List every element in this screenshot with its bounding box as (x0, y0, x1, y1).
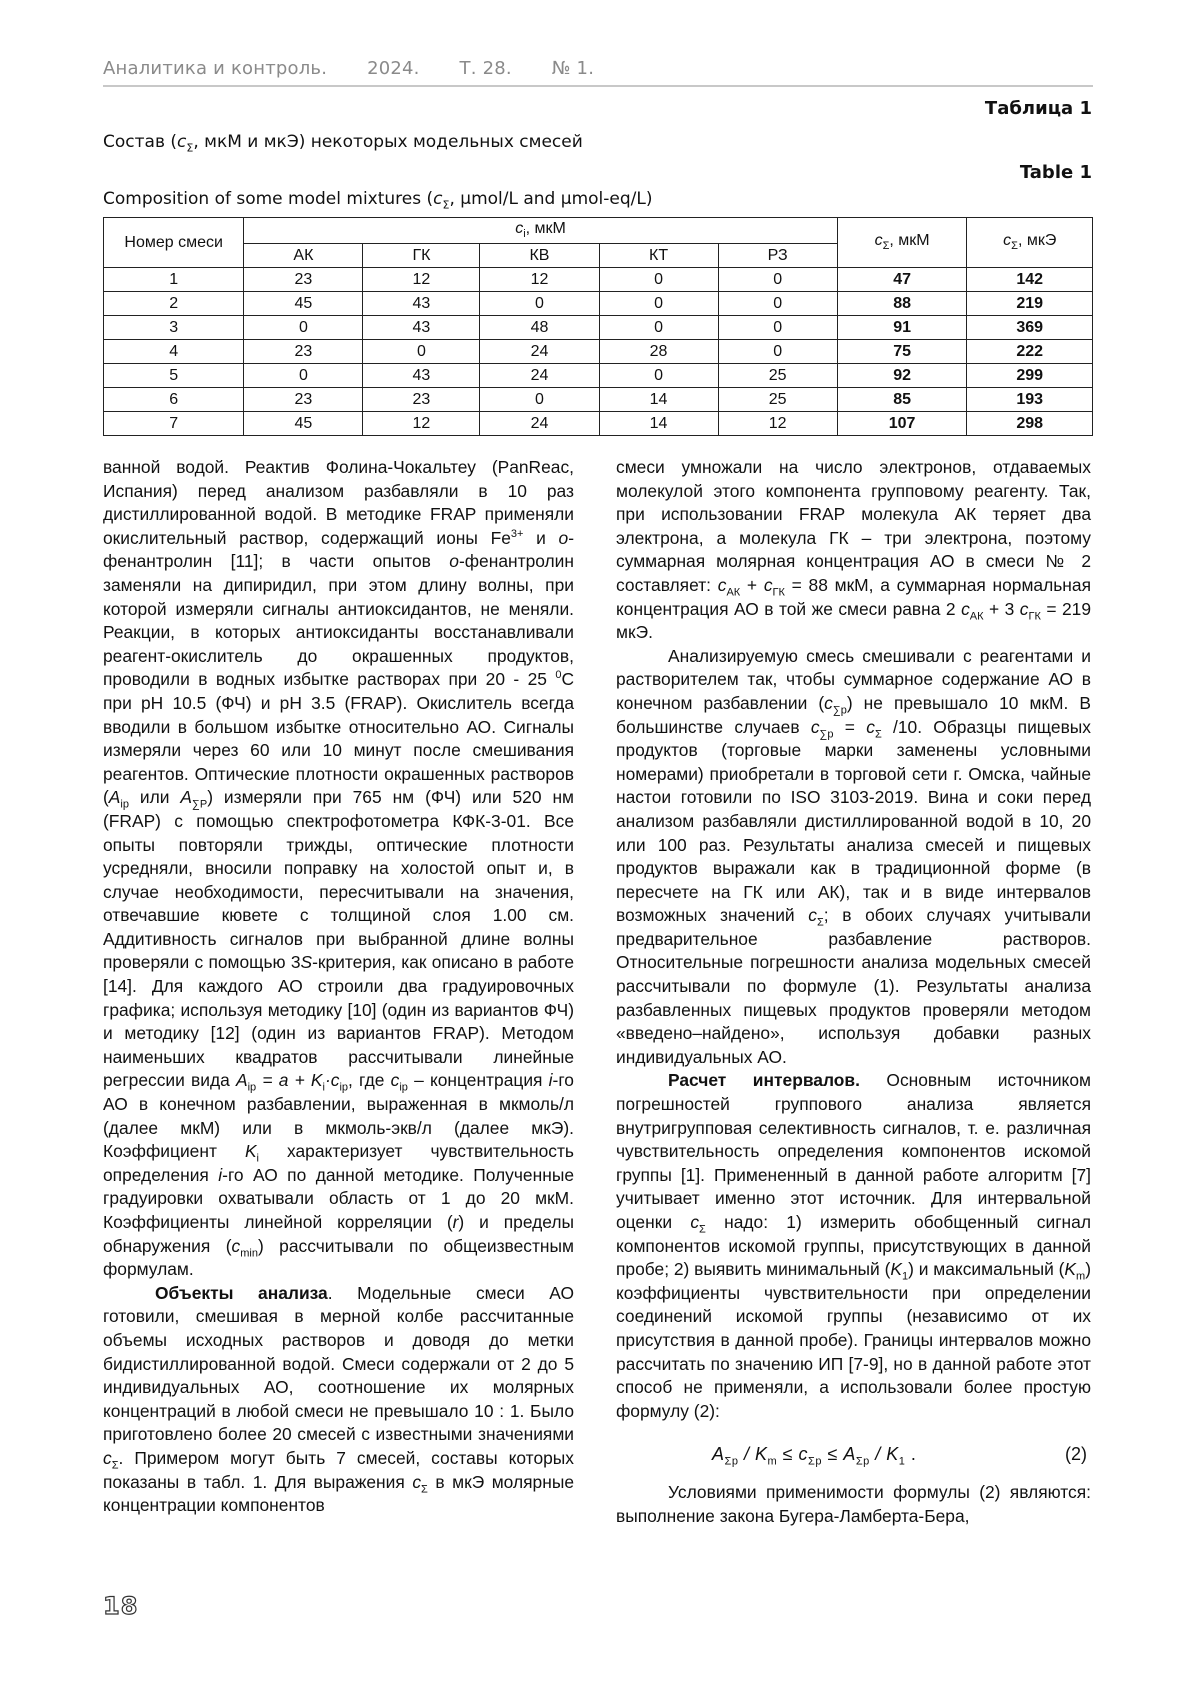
table-label-ru: Таблица 1 (984, 98, 1092, 119)
sum-cell: 142 (967, 268, 1093, 292)
header-rule (103, 85, 1093, 87)
table-caption-ru: Состав ($c_\Sigma$, мкМ и мкЭ) некоторых модельных смесей (103, 132, 583, 155)
mix-number-cell: 6 (104, 388, 244, 412)
component-cell: 12 (718, 412, 837, 436)
mix-number-cell: 5 (104, 364, 244, 388)
component-cell: 0 (718, 268, 837, 292)
component-cell: 0 (599, 292, 718, 316)
mix-number-cell: 4 (104, 340, 244, 364)
formula-2 (616, 1433, 1091, 1477)
component-cell: 24 (480, 412, 599, 436)
component-cell: 0 (244, 364, 363, 388)
table-row (104, 340, 1093, 364)
sum-cell: 47 (837, 268, 967, 292)
table-label-en: Table 1 (1019, 162, 1092, 183)
component-cell: 23 (363, 388, 480, 412)
composition-table (103, 217, 1093, 436)
sum-cell: 193 (967, 388, 1093, 412)
component-cell: 0 (718, 292, 837, 316)
paragraph: ванной водой. Реактив Фолина-Чокальтеу (PanReac, Испания) перед анализом разбавляли в 10 раз дистиллированной водой. В методике FRAP применяли окислительный раствор, содержащий ионы $Fe^{3+}$ и о-фенантролин [11]; в части опытов о-фенантролин заменяли на дипиридил, при этом длину волны, при которой измеряли сигналы антиоксидантов, не меняли. Реакции, в которых антиоксиданты восстанавливали реагент-окислитель до окрашенных продуктов, проводили в водных избытке растворах при 20 - 25 $^0$С при pH 10.5 (ФЧ) и pH 3.5 (FRAP). Окислитель всегда вводили в большом избытке относительно АО. Сигналы измеряли через 60 или 10 минут после смешивания реагентов. Оптические плотности окрашенных растворов ($A_{ip}$ или $A_{\sum P}$) измеряли при 765 нм (ФЧ) или 520 нм (FRAP) с помощью спектрофотометра КФК-3-01. Все опыты повторяли трижды, оптические плотности усредняли, вносили поправку на холостой опыт и, в случае необходимости, пересчитывали на значения, отвечавшие кювете с толщиной слоя 1.00 см. Аддитивность сигналов при выбранной длине волны проверяли с помощью 3S-критерия, как описано в работе [14]. Для каждого АО строили два градуировочных графика; используя методику [10] (один из вариантов ФЧ) и методику [12] (один из вариантов FRAP). Методом наименьших квадратов рассчитывали линейные регрессии вида $A_{ip} = a + K_i\cdot c_{ip}$, где $c_{ip}$ – концентрация i-го АО в конечном разбавлении, выраженная в мкмоль/л (далее мкМ) или в мкмоль-экв/л (далее мкЭ). Коэффициент $K_i$ характеризует чувствительность определения i-го АО по данной методике. Полученные градуировки охватывали область от 1 до 20 мкМ. Коэффициенты линейной корреляции (r) и пределы обнаружения $(c_{min})$ рассчитывали по общеизвестным формулам. (103, 457, 574, 1280)
left-column (103, 456, 574, 1518)
table-row (104, 316, 1093, 340)
page-number: 18 (103, 1592, 139, 1620)
formula-number: (2) (1065, 1444, 1087, 1465)
mix-number-cell: 3 (104, 316, 244, 340)
paragraph: Расчет интервалов. Основным источником погрешностей группового анализа является внутригрупповая селективность сигналов, т. е. различная чувствительность определения компонентов искомой группы [1]. Примененный в данной работе алгоритм [7] учитывает именно этот источник. Для интервальной оценки $с_\Sigma$ надо: 1) измерить обобщенный сигнал компонентов искомой группы, присутствующих в данной пробе; 2) выявить минимальный $(K_1)$ и максимальный $(K_m)$ коэффициенты чувствительности при определении соединений искомой группы (независимо от их присутствия в данной пробе). Границы интервалов можно рассчитать по значению ИП [7-9], но в данной работе этот способ не применяли, а использовали более простую формулу (2): (616, 1070, 1091, 1421)
journal-name: Аналитика и контроль. (103, 58, 328, 79)
table-row (104, 412, 1093, 436)
component-cell: 25 (718, 364, 837, 388)
component-cell: 12 (363, 268, 480, 292)
paragraph: Анализируемую смесь смешивали с реагентами и растворителем так, чтобы суммарное содержание АО в конечном разбавлении $(с_{\sum р})$ не превышало 10 мкМ. В большинстве случаев $с_{\sum р} = с_\Sigma$ /10. Образцы пищевых продуктов (торговые марки заменены условными номерами) приобретали в торговой сети г. Омска, чайные настои готовили по ISO 3103-2019. Вина и соки перед анализом разбавляли дистиллированной водой в 10, 20 или 100 раз. Результаты анализа смесей и пищевых продуктов выражали как в традиционной форме (в пересчете на ГК или АК), так и в виде интервалов возможных значений $с_\Sigma$; в обоих случаях учитывали предварительное разбавление растворов. Относительные погрешности анализа модельных смесей рассчитывали по формуле (1). Результаты анализа разбавленных пищевых продуктов проверяли методом «введено–найдено», используя добавки разных индивидуальных АО. (616, 645, 1092, 1067)
sum-cell: 219 (967, 292, 1093, 316)
col-header-ci: $c_i$, мкМ (244, 218, 837, 244)
sum-cell: 91 (837, 316, 967, 340)
sum-cell: 92 (837, 364, 967, 388)
component-cell: 24 (480, 364, 599, 388)
sum-cell: 299 (967, 364, 1093, 388)
formula-expression: $A_{\Sigma р} / K_m \le c_{\Sigma р} \le A_{\Sigma р} / K_1$ . (712, 1444, 917, 1468)
component-cell: 12 (480, 268, 599, 292)
sum-cell: 85 (837, 388, 967, 412)
col-header-component: КВ (480, 244, 599, 268)
component-cell: 0 (718, 340, 837, 364)
mix-number-cell: 2 (104, 292, 244, 316)
paragraph: Условиями применимости формулы (2) являются: выполнение закона Бугера-Ламберта-Бера, (616, 1482, 1091, 1526)
component-cell: 45 (244, 292, 363, 316)
col-header-sum-ueq: $c_\Sigma$, мкЭ (967, 218, 1093, 268)
component-cell: 43 (363, 316, 480, 340)
running-head (103, 58, 1093, 79)
right-column (616, 456, 1091, 1529)
component-cell: 0 (480, 292, 599, 316)
section-heading: Расчет интервалов. (668, 1070, 860, 1091)
paragraph: Объекты анализа. Модельные смеси АО готовили, смешивая в мерной колбе рассчитанные объемы исходных растворов и доводя до метки бидистиллированной водой. Смеси содержали от 2 до 5 индивидуальных АО, соотношение их молярных концентраций в любой смеси не превышало 10 : 1. Было приготовлено более 20 смесей с известными значениями $c_\Sigma$. Примером могут быть 7 смесей, составы которых показаны в табл. 1. Для выражения $c_\Sigma$ в мкЭ молярные концентрации компонентов (103, 1282, 575, 1516)
sum-cell: 75 (837, 340, 967, 364)
component-cell: 12 (363, 412, 480, 436)
mix-number-cell: 7 (104, 412, 244, 436)
component-cell: 24 (480, 340, 599, 364)
component-cell: 43 (363, 364, 480, 388)
component-cell: 23 (244, 340, 363, 364)
section-heading: Объекты анализа (155, 1282, 328, 1303)
col-header-component: РЗ (718, 244, 837, 268)
component-cell: 48 (480, 316, 599, 340)
component-cell: 0 (599, 268, 718, 292)
component-cell: 0 (599, 364, 718, 388)
sum-cell: 222 (967, 340, 1093, 364)
col-header-mix: Номер смеси (104, 218, 244, 268)
table-row (104, 364, 1093, 388)
component-cell: 23 (244, 388, 363, 412)
sum-cell: 369 (967, 316, 1093, 340)
sum-cell: 298 (967, 412, 1093, 436)
component-cell: 0 (363, 340, 480, 364)
component-cell: 14 (599, 412, 718, 436)
table-row (104, 268, 1093, 292)
col-header-component: АК (244, 244, 363, 268)
table-row (104, 388, 1093, 412)
component-cell: 43 (363, 292, 480, 316)
col-header-component: ГК (363, 244, 480, 268)
paragraph: смеси умножали на число электронов, отдаваемых молекулой этого компонента групповому реагенту. Так, при использовании FRAP молекула АК теряет два электрона, а молекула ГК – три электрона, поэтому суммарная молярная концентрация АО в смеси № 2 составляет: $с_{АК} + с_{ГК} = 88$ мкМ, а суммарная нормальная концентрация АО в той же смеси равна 2 $с_{АК} + 3$ $с_{ГК} = 219$ мкЭ. (616, 457, 1091, 643)
component-cell: 0 (718, 316, 837, 340)
sum-cell: 107 (837, 412, 967, 436)
journal-issue: № 1. (551, 58, 595, 79)
component-cell: 0 (244, 316, 363, 340)
col-header-sum-um: $c_\Sigma$, мкМ (837, 218, 967, 268)
mix-number-cell: 1 (104, 268, 244, 292)
component-cell: 23 (244, 268, 363, 292)
component-cell: 14 (599, 388, 718, 412)
table-row (104, 292, 1093, 316)
journal-year: 2024. (367, 58, 420, 79)
component-cell: 0 (599, 316, 718, 340)
component-cell: 45 (244, 412, 363, 436)
component-cell: 28 (599, 340, 718, 364)
component-cell: 25 (718, 388, 837, 412)
journal-volume: Т. 28. (459, 58, 512, 79)
col-header-component: КТ (599, 244, 718, 268)
table-caption-en: Composition of some model mixtures ($c_\Sigma$, µmol/L and µmol-eq/L) (103, 189, 653, 212)
component-cell: 0 (480, 388, 599, 412)
sum-cell: 88 (837, 292, 967, 316)
